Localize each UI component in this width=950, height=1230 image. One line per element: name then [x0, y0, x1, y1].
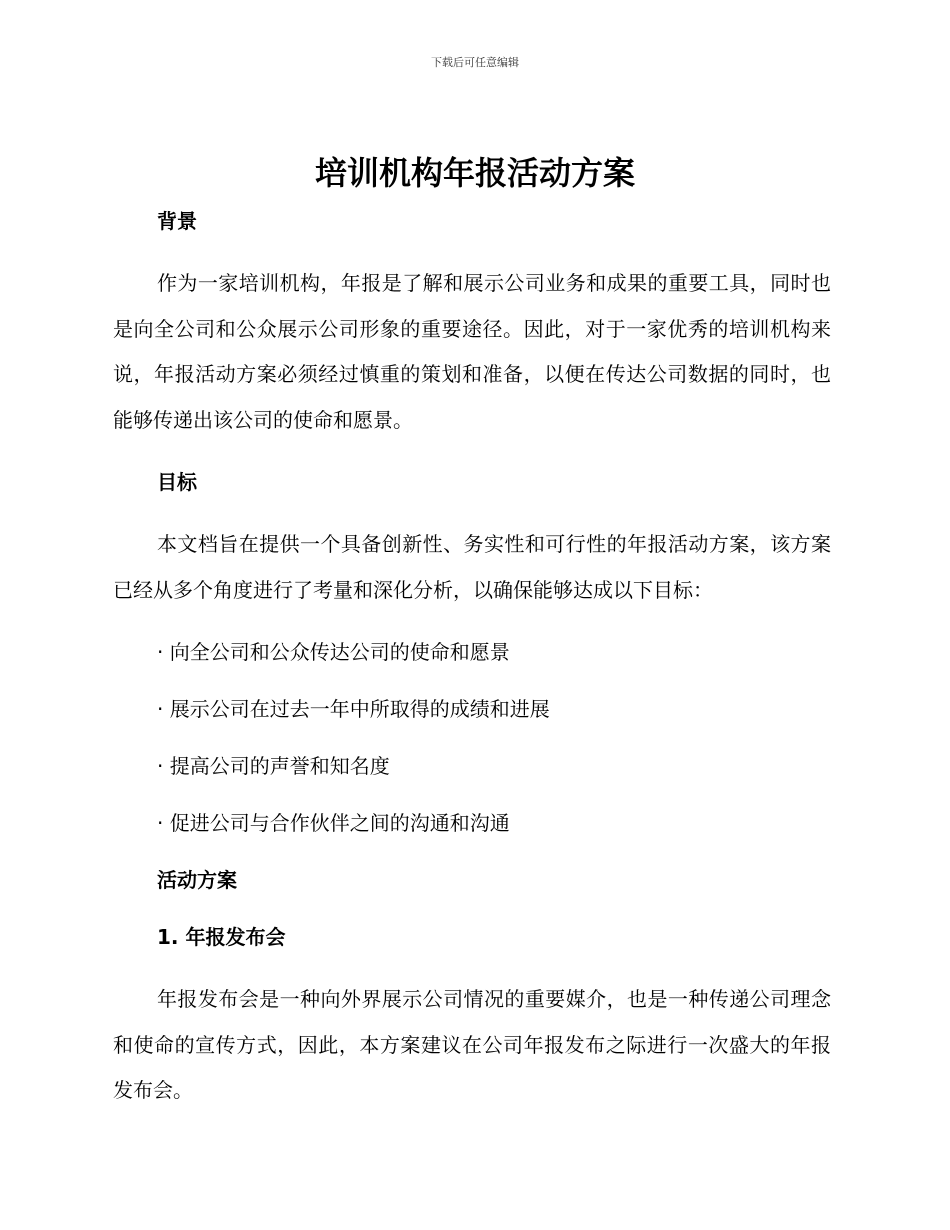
goal-bullet-4: · 促进公司与合作伙伴之间的沟通和沟通	[157, 811, 510, 835]
document-body	[113, 203, 831, 1114]
goals-paragraph: 本文档旨在提供一个具备创新性、务实性和可行性的年报活动方案，该方案已经从多个角度进行了考量和深化分析，以确保能够达成以下目标：	[113, 532, 831, 602]
section-heading-plan: 活动方案	[157, 868, 237, 892]
section-heading-background: 背景	[157, 209, 197, 233]
goal-bullet-2: · 展示公司在过去一年中所取得的成绩和进展	[157, 697, 550, 721]
goal-bullet-1: · 向全公司和公众传达公司的使命和愿景	[157, 640, 510, 664]
background-paragraph: 作为一家培训机构，年报是了解和展示公司业务和成果的重要工具，同时也是向全公司和公众展示公司形象的重要途径。因此，对于一家优秀的培训机构来说，年报活动方案必须经过慎重的策划和准备，以便在传达公司数据的同时，也能够传递出该公司的使命和愿景。	[113, 271, 831, 432]
document-title: 培训机构年报活动方案	[314, 154, 635, 192]
release-paragraph: 年报发布会是一种向外界展示公司情况的重要媒介，也是一种传递公司理念和使命的宣传方式，因此，本方案建议在公司年报发布之际进行一次盛大的年报发布会。	[113, 987, 831, 1102]
subsection-heading-release: 1. 年报发布会	[157, 925, 286, 949]
header-note: 下载后可任意编辑	[431, 56, 519, 69]
section-heading-goals: 目标	[157, 470, 197, 494]
goal-bullet-3: · 提高公司的声誉和知名度	[157, 754, 390, 778]
